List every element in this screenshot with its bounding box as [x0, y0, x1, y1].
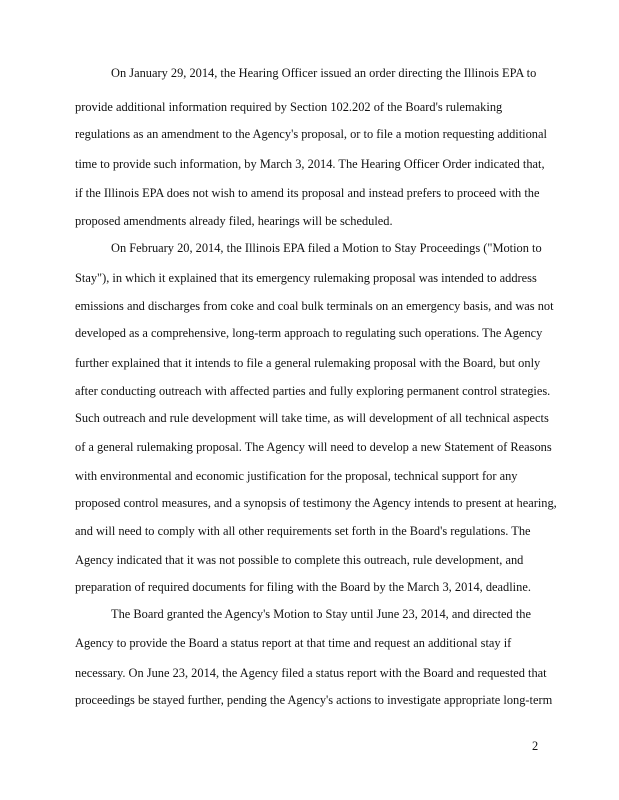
paragraph-1-line-3: regulations as an amendment to the Agency's proposal, or to file a motion requesting additional [75, 127, 547, 141]
paragraph-1-line-2: provide additional information required by Section 102.202 of the Board's rulemaking [75, 100, 503, 114]
paragraph-2-line-2: Stay"), in which it explained that its emergency rulemaking proposal was intended to address [75, 271, 537, 285]
paragraph-2-line-12: Agency indicated that it was not possible to complete this outreach, rule development, and [75, 553, 524, 567]
paragraph-2-line-13: preparation of required documents for filing with the Board by the March 3, 2014, deadline. [75, 580, 531, 594]
paragraph-3-line-4: proceedings be stayed further, pending the Agency's actions to investigate appropriate long-term [75, 693, 553, 707]
paragraph-2-line-10: proposed control measures, and a synopsis of testimony the Agency intends to present at hearing, [75, 496, 557, 510]
paragraph-2-line-8: of a general rulemaking proposal. The Agency will need to develop a new Statement of Reasons [75, 440, 552, 454]
paragraph-3-line-1: The Board granted the Agency's Motion to Stay until June 23, 2014, and directed the [111, 607, 531, 621]
paragraph-1-line-4: time to provide such information, by March 3, 2014. The Hearing Officer Order indicated that, [75, 157, 545, 171]
paragraph-2-line-4: developed as a comprehensive, long-term approach to regulating such operations. The Agency [75, 326, 543, 340]
paragraph-2-line-6: after conducting outreach with affected parties and fully exploring permanent control strategies. [75, 384, 551, 398]
paragraph-1-line-1: On January 29, 2014, the Hearing Officer issued an order directing the Illinois EPA to [111, 66, 537, 80]
paragraph-3-line-2: Agency to provide the Board a status report at that time and request an additional stay if [75, 636, 512, 650]
paragraph-2-line-7: Such outreach and rule development will take time, as will development of all technical aspects [75, 411, 549, 425]
paragraph-2-line-9: with environmental and economic justification for the proposal, technical support for any [75, 469, 518, 483]
page-number: 2 [532, 739, 539, 753]
paragraph-2-line-11: and will need to comply with all other requirements set forth in the Board's regulations. The [75, 524, 531, 538]
paragraph-2-line-5: further explained that it intends to file a general rulemaking proposal with the Board, but only [75, 356, 541, 370]
paragraph-2-line-1: On February 20, 2014, the Illinois EPA filed a Motion to Stay Proceedings ("Motion to [111, 241, 542, 255]
paragraph-1-line-6: proposed amendments already filed, hearings will be scheduled. [75, 214, 393, 228]
paragraph-1-line-5: if the Illinois EPA does not wish to amend its proposal and instead prefers to proceed with the [75, 186, 540, 200]
paragraph-3-line-3: necessary. On June 23, 2014, the Agency filed a status report with the Board and requested that [75, 666, 547, 680]
paragraph-2-line-3: emissions and discharges from coke and coal bulk terminals on an emergency basis, and was not [75, 299, 554, 313]
